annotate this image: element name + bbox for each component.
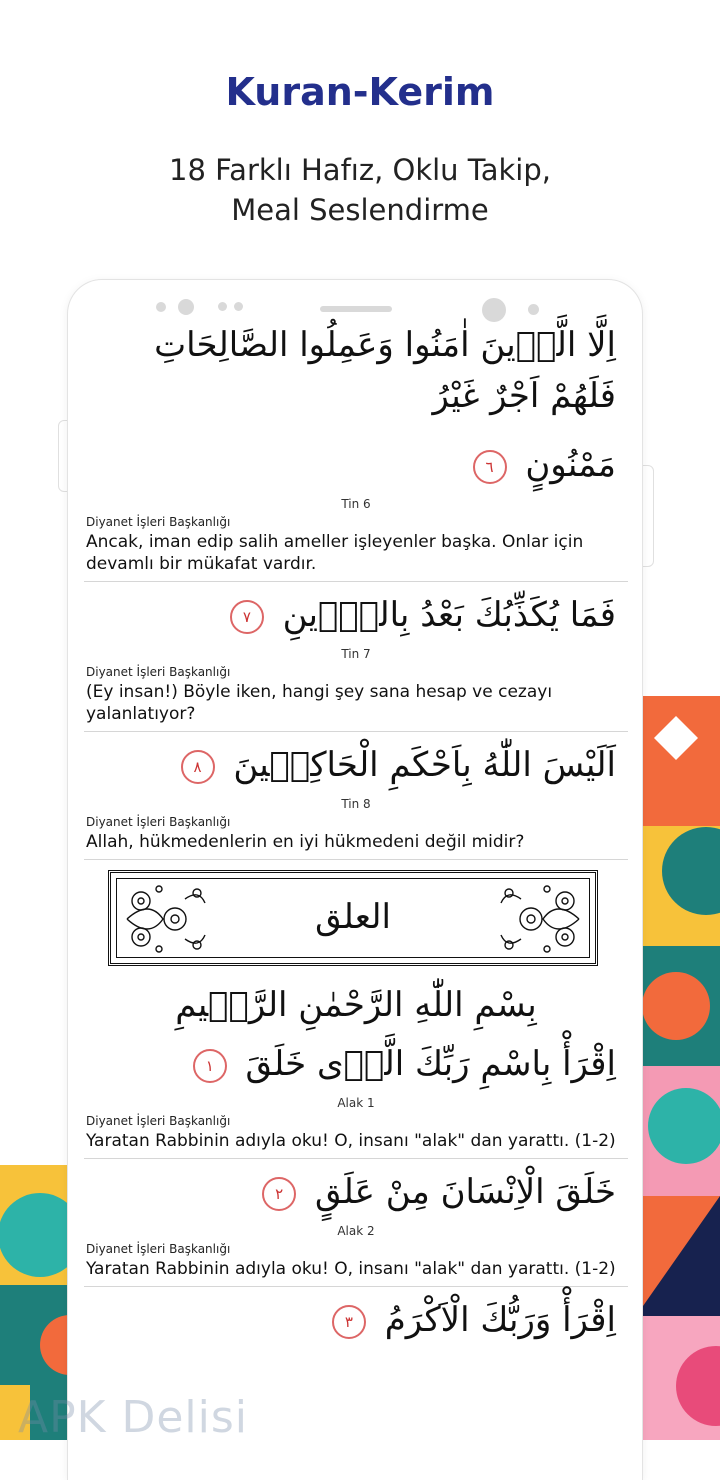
translation-source: Diyanet İşleri Başkanlığı <box>86 515 231 529</box>
arabic-line: اَلَيْسَ اللّٰهُ بِاَحْكَمِ الْحَاكِمٖينَ <box>233 745 616 785</box>
arabic-verse-text[interactable] <box>82 1167 630 1218</box>
decorative-pattern-right <box>636 696 720 1440</box>
sensor-dot <box>234 302 243 311</box>
sensor-dot <box>528 304 539 315</box>
translation-source: Diyanet İşleri Başkanlığı <box>86 665 231 679</box>
watermark: APK Delisi <box>18 1392 249 1443</box>
arabic-line: اِلَّا الَّذٖينَ اٰمَنُوا وَعَمِلُوا الصَّالِحَاتِ فَلَهُمْ اَجْرٌ غَيْرُ <box>154 325 616 416</box>
verse-reference: Tin 8 <box>341 797 371 811</box>
quran-reader[interactable] <box>82 320 630 1346</box>
arabic-verse-text[interactable] <box>82 1039 630 1090</box>
front-camera-icon <box>178 299 194 315</box>
promo-title: Kuran-Kerim <box>225 70 495 114</box>
verse-reference: Tin 6 <box>341 497 371 511</box>
divider <box>84 581 628 582</box>
surah-name: العلق <box>315 897 391 937</box>
arabic-line: خَلَقَ الْاِنْسَانَ مِنْ عَلَقٍ <box>314 1172 616 1212</box>
translation-source: Diyanet İşleri Başkanlığı <box>86 815 231 829</box>
phone-side-button-right <box>642 465 654 567</box>
translation-source: Diyanet İşleri Başkanlığı <box>86 1242 231 1256</box>
ayah-number-icon: ٢ <box>262 1177 296 1211</box>
divider <box>84 859 628 860</box>
ayah-number-icon: ٦ <box>473 450 507 484</box>
verse-reference: Alak 2 <box>337 1224 375 1238</box>
translation-text: (Ey insan!) Böyle iken, hangi şey sana hesap ve cezayı yalanlatıyor? <box>86 682 553 724</box>
arabic-line: اِقْرَأْ وَرَبُّكَ الْاَكْرَمُ <box>384 1300 616 1340</box>
phone-frame <box>68 280 642 1480</box>
verse-block[interactable] <box>82 590 630 732</box>
speaker-grille <box>320 306 392 312</box>
secondary-camera-icon <box>482 298 506 322</box>
verse-reference: Tin 7 <box>341 647 371 661</box>
translation-text: Yaratan Rabbinin adıyla oku! O, insanı "alak" dan yarattı. (1-2) <box>86 1259 616 1279</box>
translation-text: Yaratan Rabbinin adıyla oku! O, insanı "alak" dan yarattı. (1-2) <box>86 1131 616 1151</box>
sensor-dot <box>156 302 166 312</box>
promo-subtitle-line2: Meal Seslendirme <box>231 193 489 227</box>
arabic-verse-text-partial[interactable] <box>82 1295 630 1346</box>
arabic-line: فَمَا يُكَذِّبُكَ بَعْدُ بِالدّٖينِ <box>282 595 616 635</box>
divider <box>84 1286 628 1287</box>
arabic-line: اِقْرَأْ بِاسْمِ رَبِّكَ الَّذٖى خَلَقَ <box>245 1044 616 1084</box>
sensor-dot <box>218 302 227 311</box>
divider <box>84 1158 628 1159</box>
ayah-number-icon: ٣ <box>332 1305 366 1339</box>
arabic-line-with-mark: مَمْنُونٍ ٦ <box>88 440 616 491</box>
verse-reference: Alak 1 <box>337 1096 375 1110</box>
arabic-verse-text[interactable] <box>82 740 630 791</box>
arabic-verse-text[interactable] <box>82 590 630 641</box>
verse-block[interactable] <box>82 1039 630 1159</box>
basmala: بِسْمِ اللّٰهِ الرَّحْمٰنِ الرَّحٖيمِ <box>175 985 537 1025</box>
ayah-number-icon: ١ <box>193 1049 227 1083</box>
translation-text: Ancak, iman edip salih ameller işleyenler başka. Onlar için devamlı bir mükafat vardır. <box>86 532 584 574</box>
surah-header-banner <box>108 870 598 966</box>
translation-text: Allah, hükmedenlerin en iyi hükmedeni değil midir? <box>86 832 525 852</box>
ayah-number-icon: ٨ <box>181 750 215 784</box>
divider <box>84 731 628 732</box>
ayah-number-icon: ٧ <box>230 600 264 634</box>
arabic-verse-text[interactable] <box>82 320 630 491</box>
verse-block[interactable] <box>82 1167 630 1287</box>
promo-subtitle-line1: 18 Farklı Hafız, Oklu Takip, <box>169 153 551 187</box>
verse-block[interactable] <box>82 320 630 582</box>
promo-subtitle <box>0 150 720 230</box>
verse-block[interactable] <box>82 740 630 860</box>
phone-top-bar <box>68 298 642 320</box>
translation-source: Diyanet İşleri Başkanlığı <box>86 1114 231 1128</box>
